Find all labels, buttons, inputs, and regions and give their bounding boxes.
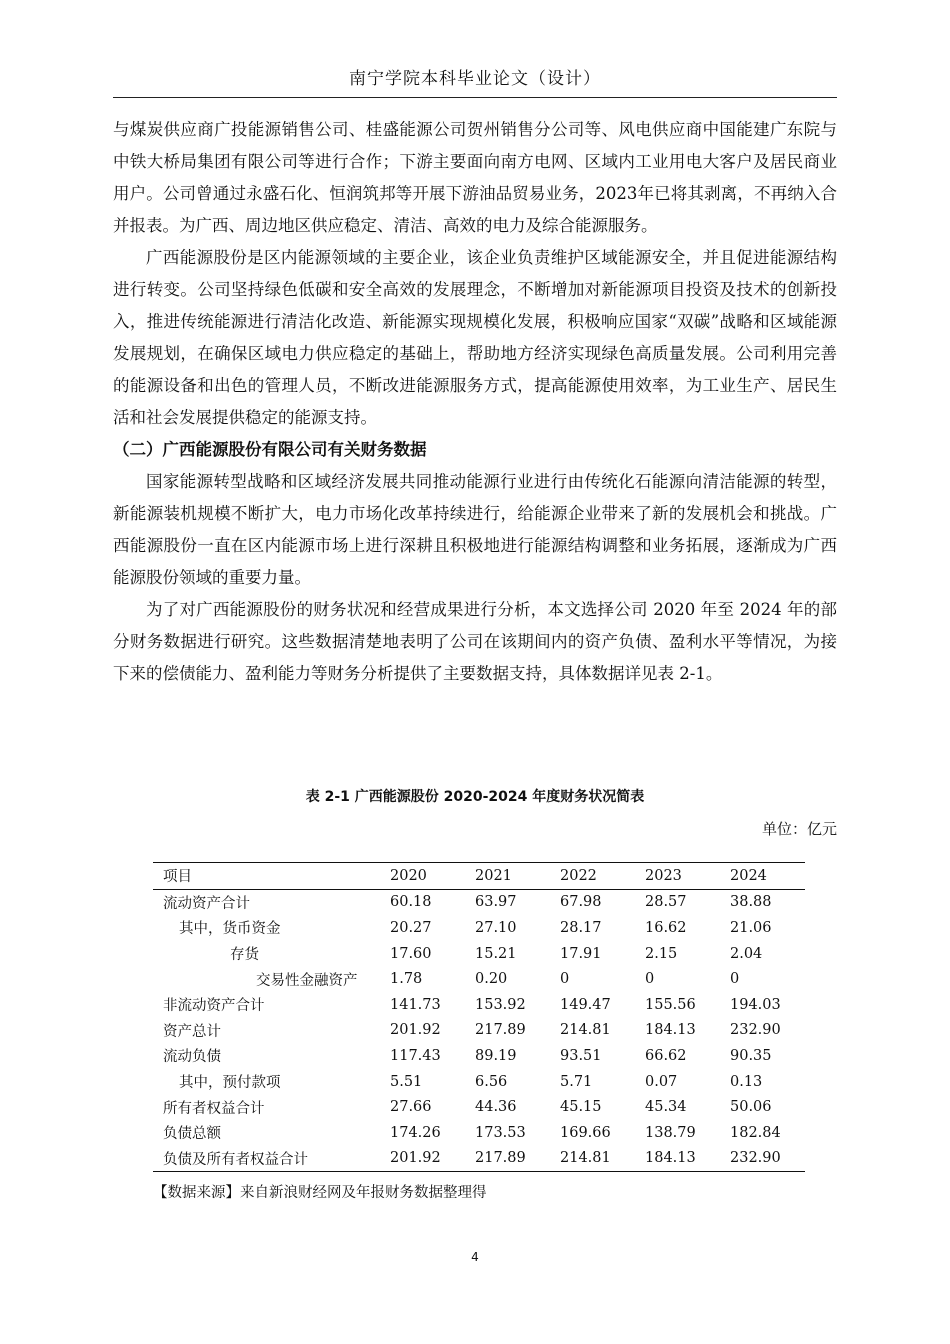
data-source-note: 【数据来源】来自新浪财经网及年报财务数据整理得	[153, 1185, 487, 1201]
column-header: 2023	[645, 867, 682, 884]
column-header: 项目	[163, 869, 192, 886]
table-cell: 50.06	[730, 1099, 772, 1116]
table-row	[153, 1120, 805, 1146]
column-header: 2020	[390, 867, 427, 884]
row-label: 其中，预付款项	[179, 1075, 281, 1092]
table-cell: 60.18	[390, 894, 432, 911]
column-header: 2021	[475, 867, 512, 884]
table-cell: 17.60	[390, 945, 432, 962]
table-cell: 27.66	[390, 1099, 432, 1116]
table-cell: 1.78	[390, 971, 423, 988]
row-label: 其中，货币资金	[179, 921, 281, 938]
table-cell: 16.62	[645, 919, 687, 936]
table-cell: 89.19	[475, 1047, 517, 1064]
table-cell: 0.13	[730, 1073, 763, 1090]
table-cell: 2.15	[645, 945, 678, 962]
row-label: 资产总计	[163, 1023, 221, 1040]
table-cell: 201.92	[390, 1022, 441, 1039]
column-header: 2024	[730, 867, 767, 884]
table-cell: 217.89	[475, 1150, 526, 1167]
table-row	[153, 992, 805, 1018]
table-cell: 155.56	[645, 996, 696, 1013]
table-header-row	[153, 863, 805, 890]
table-row	[153, 1018, 805, 1044]
table-cell: 184.13	[645, 1150, 696, 1167]
table-cell: 117.43	[390, 1047, 441, 1064]
page-header: 南宁学院本科毕业论文（设计）	[349, 69, 601, 89]
financial-table	[153, 862, 805, 1172]
table-cell: 2.04	[730, 945, 763, 962]
table-cell: 232.90	[730, 1022, 781, 1039]
table-cell: 201.92	[390, 1150, 441, 1167]
table-cell: 90.35	[730, 1047, 772, 1064]
table-cell: 149.47	[560, 996, 611, 1013]
row-label: 负债总额	[163, 1126, 221, 1143]
row-label: 负债及所有者权益合计	[163, 1151, 308, 1168]
table-cell: 174.26	[390, 1124, 441, 1141]
table-cell: 21.06	[730, 919, 772, 936]
paragraph-cooperation: 与煤炭供应商广投能源销售公司、桂盛能源公司贺州销售分公司等、风电供应商中国能建广东院与中铁大桥局集团有限公司等进行合作；下游主要面向南方电网、区域内工业用电大客户及居民商业用户。公司曾通过永盛石化、恒润筑邦等开展下游油品贸易业务，2023年已将其剥离，不再纳入合并报表。为广西、周边地区供应稳定、清洁、高效的电力及综合能源服务。	[113, 120, 837, 235]
unit-label: 单位：亿元	[761, 820, 837, 838]
table-cell: 173.53	[475, 1124, 526, 1141]
table-cell: 0	[730, 971, 740, 988]
table-cell: 217.89	[475, 1022, 526, 1039]
table-row	[153, 1146, 805, 1172]
table-cell: 5.51	[390, 1073, 423, 1090]
table-row	[153, 1069, 805, 1095]
table-cell: 20.27	[390, 919, 432, 936]
table-cell: 6.56	[475, 1073, 508, 1090]
table-cell: 45.34	[645, 1099, 687, 1116]
table-cell: 153.92	[475, 996, 526, 1013]
table-row	[153, 941, 805, 967]
table-cell: 141.73	[390, 996, 441, 1013]
table-cell: 0.07	[645, 1073, 678, 1090]
table-cell: 15.21	[475, 945, 517, 962]
table-cell: 5.71	[560, 1073, 593, 1090]
table-row	[153, 889, 805, 915]
table-cell: 214.81	[560, 1150, 611, 1167]
table-cell: 232.90	[730, 1150, 781, 1167]
body-text	[113, 114, 837, 690]
table-row	[153, 1043, 805, 1069]
paragraph-energy-transition: 国家能源转型战略和区域经济发展共同推动能源行业进行由传统化石能源向清洁能源的转型，新能源装机规模不断扩大，电力市场化改革持续进行，给能源企业带来了新的发展机会和挑战。广西能源股份一直在区内能源市场上进行深耕且积极地进行能源结构调整和业务拓展，逐渐成为广西能源股份领域的重要力量。	[113, 472, 837, 587]
column-header: 2022	[560, 867, 597, 884]
row-label: 流动资产合计	[163, 895, 250, 912]
table-caption: 表 2-1 广西能源股份 2020-2024 年度财务状况简表	[305, 789, 645, 805]
row-label: 存货	[230, 947, 259, 964]
table-cell: 182.84	[730, 1124, 781, 1141]
row-label: 流动负债	[163, 1049, 221, 1066]
paragraph-company-role: 广西能源股份是区内能源领域的主要企业，该企业负责维护区域能源安全，并且促进能源结构进行转变。公司坚持绿色低碳和安全高效的发展理念，不断增加对新能源项目投资及技术的创新投入，推进传统能源进行清洁化改造、新能源实现规模化发展，积极响应国家“双碳”战略和区域能源发展规划，在确保区域电力供应稳定的基础上，帮助地方经济实现绿色高质量发展。公司利用完善的能源设备和出色的管理人员，不断改进能源服务方式，提高能源使用效率，为工业生产、居民生活和社会发展提供稳定的能源支持。	[113, 248, 837, 427]
table-cell: 0	[645, 971, 655, 988]
section-heading: （二）广西能源股份有限公司有关财务数据	[113, 440, 427, 459]
table-cell: 45.15	[560, 1099, 602, 1116]
table-cell: 184.13	[645, 1022, 696, 1039]
table-cell: 17.91	[560, 945, 602, 962]
table-cell: 138.79	[645, 1124, 696, 1141]
table-row	[153, 1094, 805, 1120]
row-label: 交易性金融资产	[256, 972, 358, 989]
header-divider	[113, 97, 837, 98]
table-cell: 67.98	[560, 894, 602, 911]
table-cell: 28.17	[560, 919, 602, 936]
page-number: 4	[471, 1250, 479, 1264]
table-cell: 214.81	[560, 1022, 611, 1039]
table-cell: 44.36	[475, 1099, 517, 1116]
table-row	[153, 966, 805, 992]
table-cell: 63.97	[475, 894, 517, 911]
table-row	[153, 915, 805, 941]
table-cell: 0.20	[475, 971, 508, 988]
table-cell: 169.66	[560, 1124, 611, 1141]
table-cell: 38.88	[730, 894, 772, 911]
table-cell: 66.62	[645, 1047, 687, 1064]
table-cell: 0	[560, 971, 570, 988]
row-label: 所有者权益合计	[163, 1100, 265, 1117]
table-cell: 93.51	[560, 1047, 602, 1064]
table-cell: 28.57	[645, 894, 687, 911]
paragraph-data-intro: 为了对广西能源股份的财务状况和经营成果进行分析，本文选择公司 2020 年至 2024 年的部分财务数据进行研究。这些数据清楚地表明了公司在该期间内的资产负债、盈利水平等情况，为接下来的偿债能力、盈利能力等财务分析提供了主要数据支持，具体数据详见表 2-1。	[113, 600, 837, 683]
table-cell: 194.03	[730, 996, 781, 1013]
table-cell: 27.10	[475, 919, 517, 936]
row-label: 非流动资产合计	[163, 998, 265, 1015]
